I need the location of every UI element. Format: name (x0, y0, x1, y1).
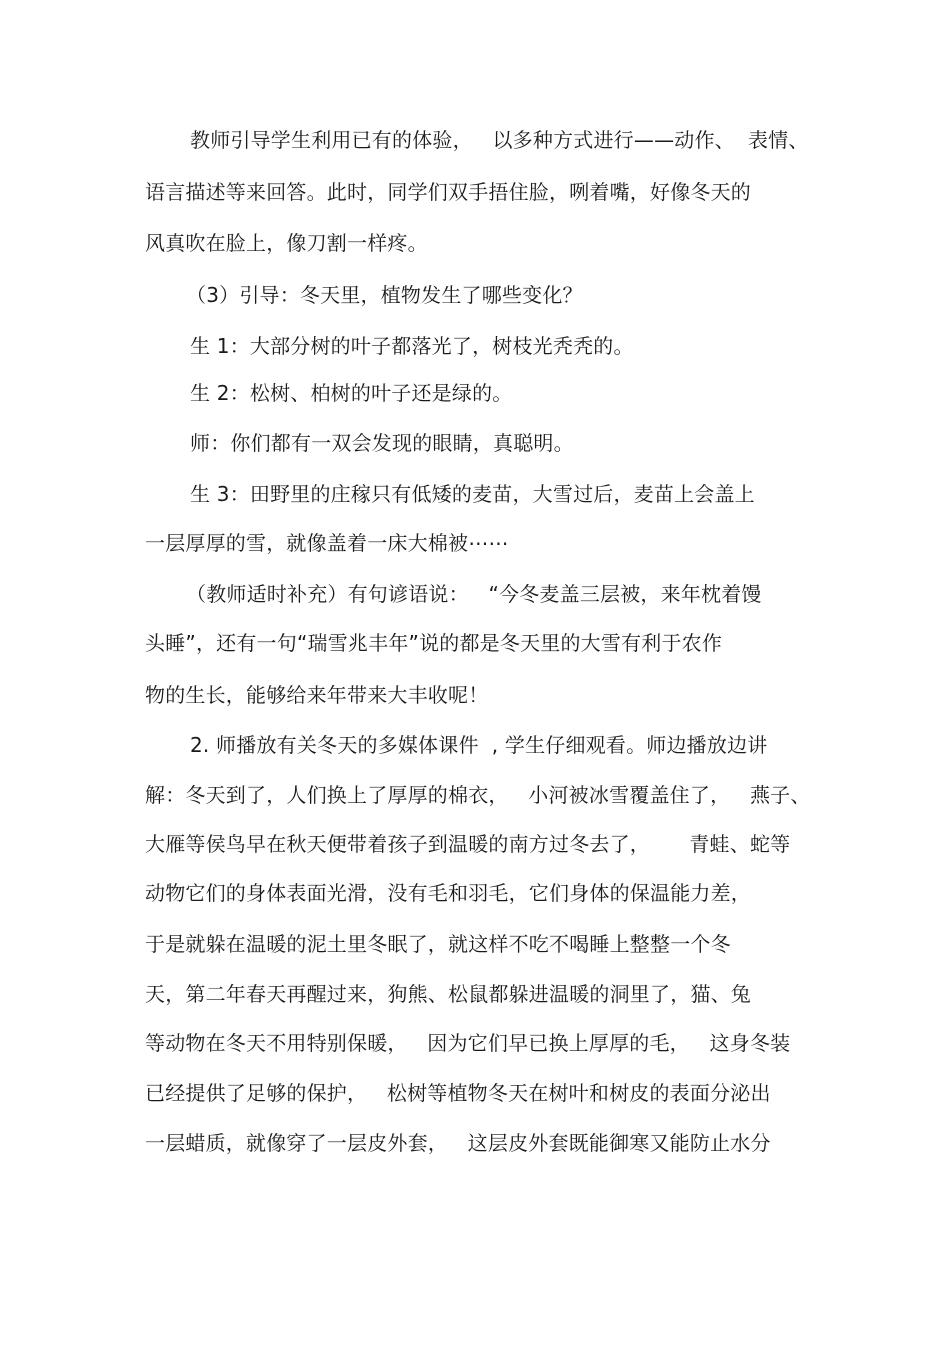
text-line: 已经提供了足够的保护， 松树等植物冬天在树叶和树皮的表面分泌出 (145, 1081, 771, 1105)
text-line: 生 3：田野里的庄稼只有低矮的麦苗，大雪过后，麦苗上会盖上 (190, 482, 755, 506)
text-line: 教师引导学生利用已有的体验， 以多种方式进行——动作、 表情、 (190, 128, 809, 152)
text-line: （3）引导：冬天里，植物发生了哪些变化？ (186, 283, 583, 307)
text-line: 天，第二年春天再醒过来，狗熊、松鼠都躲进温暖的洞里了，猫、兔 (145, 982, 751, 1006)
text-line: 于是就躲在温暖的泥土里冬眠了，就这样不吃不喝睡上整整一个冬 (145, 932, 731, 956)
text-line: 生 1：大部分树的叶子都落光了，树枝光秃秃的。 (190, 334, 634, 358)
text-line: 等动物在冬天不用特别保暖， 因为它们早已换上厚厚的毛， 这身冬装 (145, 1031, 791, 1055)
text-line: 大雁等侯鸟早在秋天便带着孩子到温暖的南方过冬去了， 青蛙、蛇等 (145, 832, 791, 856)
text-line: 风真吹在脸上，像刀割一样疼。 (145, 231, 428, 255)
text-line: 物的生长，能够给来年带来大丰收呢！ (145, 683, 489, 707)
text-line: 动物它们的身体表面光滑，没有毛和羽毛，它们身体的保温能力差， (145, 881, 751, 905)
text-line: 一层厚厚的雪，就像盖着一床大棉被⋯⋯ (145, 531, 509, 555)
text-line: 一层蜡质，就像穿了一层皮外套， 这层皮外套既能御寒又能防止水分 (145, 1131, 771, 1155)
text-line: 头睡”，还有一句“瑞雪兆丰年”说的都是冬天里的大雪有利于农作 (145, 631, 723, 655)
text-line: 解：冬天到了，人们换上了厚厚的棉衣， 小河被冰雪覆盖住了， 燕子、 (145, 783, 811, 807)
text-line: 语言描述等来回答。此时，同学们双手捂住脸，咧着嘴，好像冬天的 (145, 180, 751, 204)
text-line: 生 2：松树、柏树的叶子还是绿的。 (190, 381, 513, 405)
text-line: 2. 师播放有关冬天的多媒体课件 , 学生仔细观看。师边播放边讲 (190, 733, 768, 757)
text-line: （教师适时补充）有句谚语说： “今冬麦盖三层被，来年枕着馒 (186, 582, 762, 606)
text-line: 师：你们都有一双会发现的眼睛，真聪明。 (190, 431, 574, 455)
